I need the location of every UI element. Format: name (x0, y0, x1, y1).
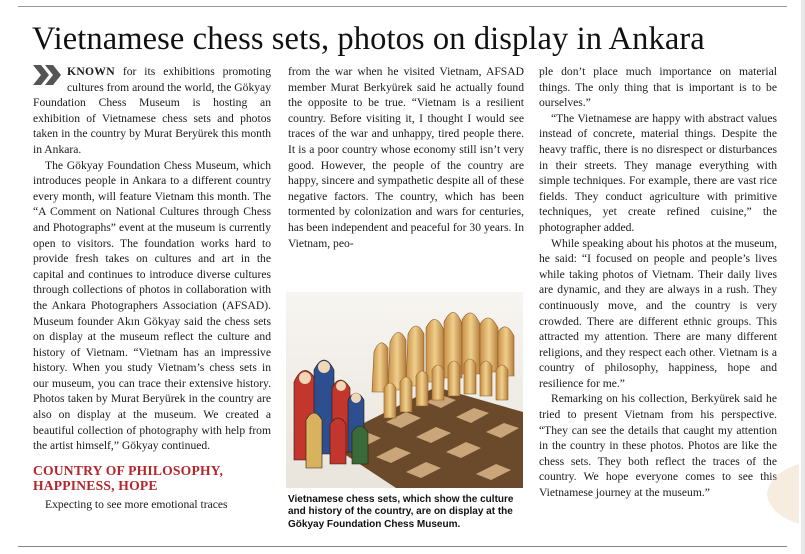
body-paragraph: Remarking on his collection, Berkyürek said he tried to present Vietnam from his perspective. “They can see the details that caught my attention in the country in these photos. Photos are like the chess sets. They both reflect the traces of the country. We hope everyone comes to see this Vietnamese journey at the museum.” (539, 392, 777, 500)
body-paragraph: Expecting to see more emotional traces (45, 497, 228, 511)
lead-kicker: KNOWN (67, 65, 115, 78)
page-edge (801, 0, 805, 554)
bottom-rule (18, 546, 787, 547)
body-paragraph: The Gökyay Foundation Chess Museum, which introduces people in Ankara to a different country every month, will feature Vietnam this month. The “A Comment on National Cultures through Chess and Photographs” event at the museum is currently open to visitors. The foundation works hard to provide fresh takes on cultures and art in the capital and continues to introduce diverse cultures through collections of photos in collaboration with the Ankara Photographers Association (AFSAD). Museum founder Akın Gökyay said the chess sets on display at the museum reflect the culture and history of Vietnam. “Vietnam has an impressive history. When you study Vietnam’s chess sets in our museum, you can trace their extensive history. Photos taken by Murat Beryürek in the country are also on display at the museum. We created a beautiful collection of photography with help from the artist himself,” Gökyay continued. (33, 158, 271, 453)
chess-set-illustration (286, 292, 523, 488)
article-column-1 (33, 64, 271, 512)
chevron-arrow-icon (33, 65, 63, 85)
photo-caption: Vietnamese chess sets, which show the culture and history of the country, are on display at the Gökyay Foundation Chess Museum. (288, 494, 514, 530)
chess-set-photo (286, 292, 523, 488)
headline: Vietnamese chess sets, photos on display in Ankara (32, 21, 705, 57)
top-rule (18, 6, 787, 7)
body-paragraph: “The Vietnamese are happy with abstract values instead of concrete, material things. Despite the heavy traffic, there is no disrespect or disturbances in their streets. They manage everything with simple techniques. For example, there are vast rice fields. They conduct agriculture with primitive techniques, yet create refined cuisine,” the photographer added. (539, 111, 777, 234)
body-paragraph: from the war when he visited Vietnam, AFSAD member Murat Berkyürek said he actually found the opposite to be true. “Vietnam is a resilient country. Before visiting it, I thought I would see traces of the war and unhappy, tired people there. It is a poor country whose economy still isn’t very good. However, the people of the country are happy, sincere and sympathetic despite all of these negative factors. The country, which has been tormented by colonization and wars for centuries, has been independent and peaceful for 30 years. In Vietnam, peo- (288, 65, 524, 250)
section-subhead: COUNTRY OF PHILOSOPHY, HAPPINESS, HOPE (33, 462, 224, 493)
lead-paragraph (33, 64, 271, 158)
article-column-2 (288, 64, 524, 251)
article-column-3 (539, 64, 777, 501)
lead-text: for its exhibitions promoting cultures from around the world, the Gökyay Foundation Chess Museum is hosting an exhibition of Vietnamese chess sets and photos taken in the country by Murat Beryürek this month in Ankara. (33, 65, 271, 156)
watermark-shape (759, 464, 799, 524)
body-paragraph: While speaking about his photos at the museum, he said: “I focused on people and people’s lives while taking photos of Vietnam. Their daily lives are dynamic, and they are always in a rush. They continuously move, and the country is very crowded. There are different ethnic groups. This attracted my attention. There are many different religions, and they respect each other. Vietnam is a country of philosophy, happiness, hope and resilience for me.” (539, 236, 777, 390)
body-paragraph: ple don’t place much importance on material things. The only thing that is important is to be ourselves.” (539, 65, 777, 110)
